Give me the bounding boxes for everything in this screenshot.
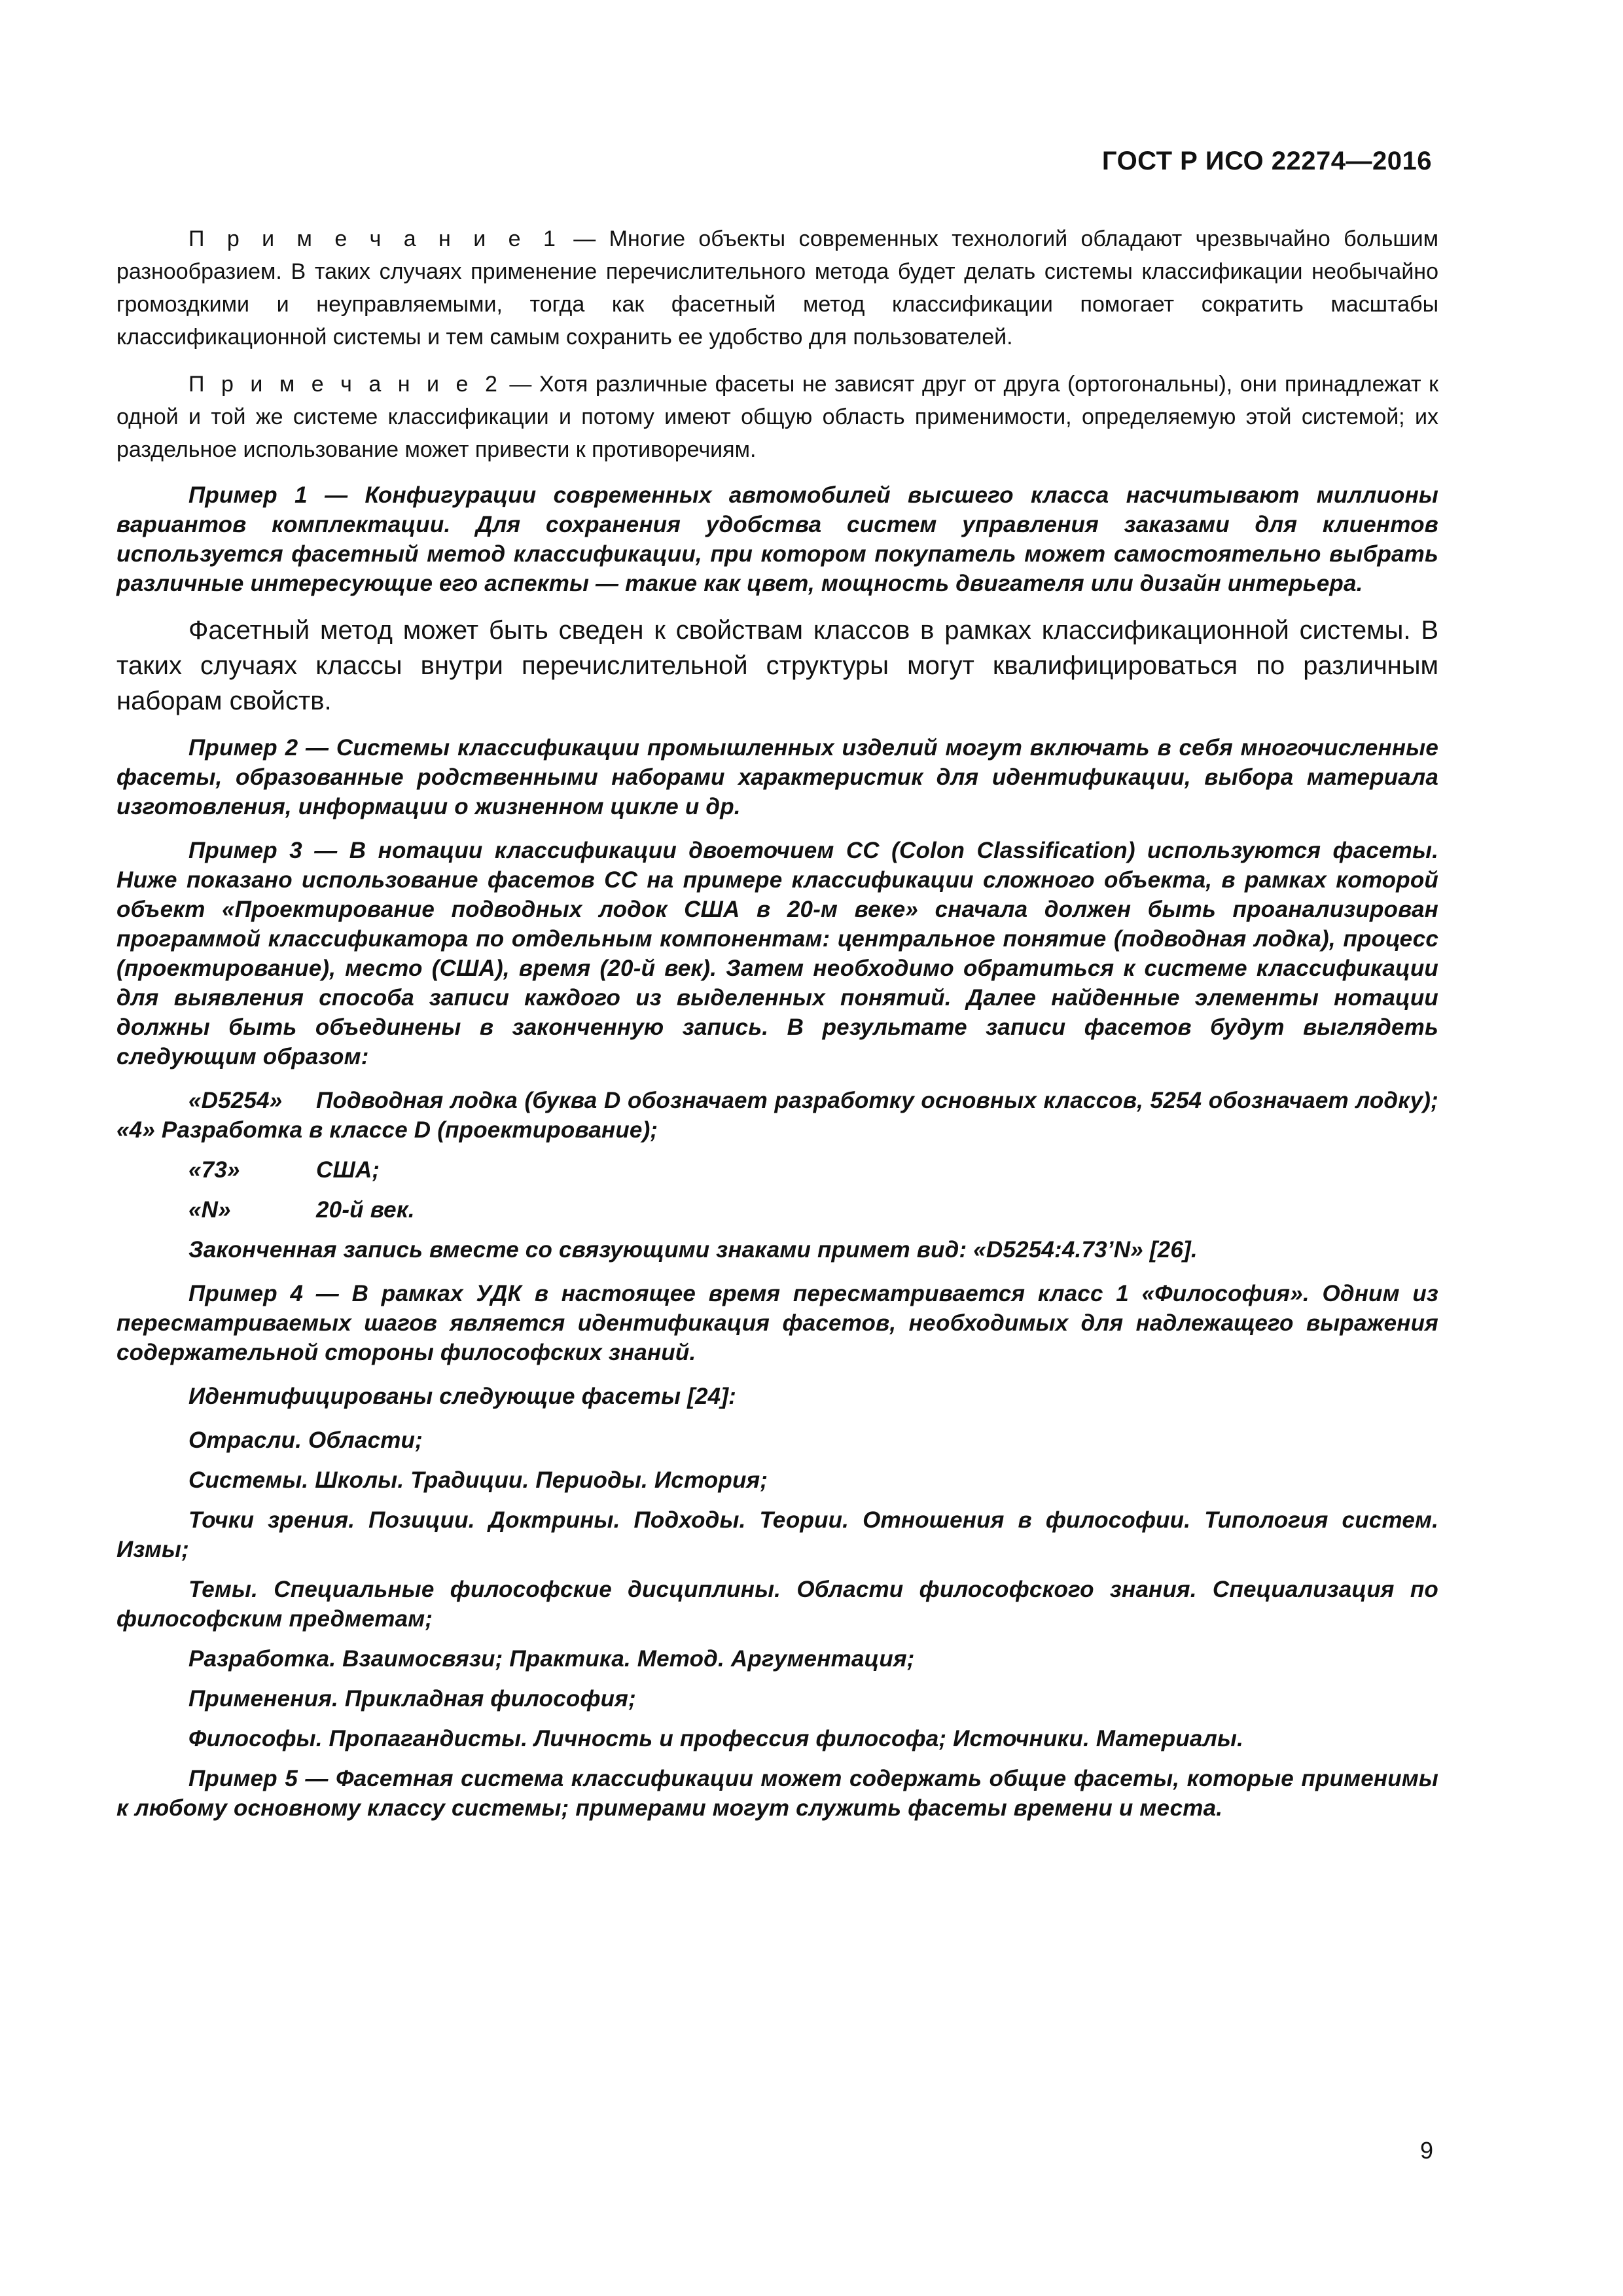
facets-intro: Идентифицированы следующие фасеты [24]:	[188, 1384, 737, 1409]
example-1: Пример 1 — Конфигурации современных автомобилей высшего класса насчитывают миллионы вариантов комплектации. Для сохранения удобства систем управления заказами для клиентов используется фасетный метод классификации, при котором покупатель может самостоятельно выбрать различные интересующие его аспекты — такие как цвет, мощность двигателя или дизайн интерьера.	[116, 482, 1438, 596]
note-label: П р и м е ч а н и е 1	[188, 226, 560, 251]
main-paragraph: Фасетный метод может быть сведен к свойствам классов в рамках классификационной системы. В таких случаях классы внутри перечислительной структуры могут квалифицироваться по различным наборам свойств.	[116, 616, 1438, 715]
notation-conclusion: Законченная запись вместе со связующими знаками примет вид: «D5254:4.73’N» [26].	[188, 1237, 1198, 1263]
notation-code: «N»	[188, 1197, 231, 1223]
document-body	[116, 223, 1438, 1837]
facet-item: Точки зрения. Позиции. Доктрины. Подходы. Теории. Отношения в философии. Типология систем. Измы;	[116, 1507, 1438, 1562]
example-2: Пример 2 — Системы классификации промышленных изделий могут включать в себя многочисленные фасеты, образованные родственными наборами характеристик для идентификации, выбора материала изготовления, информации о жизненном цикле и др.	[116, 735, 1438, 819]
facet-item: Системы. Школы. Традиции. Периоды. История;	[188, 1467, 768, 1493]
example-3: Пример 3 — В нотации классификации двоеточием СС (Colon Classification) используются фасеты. Ниже показано использование фасетов СС на примере классификации сложного объекта, в рамках которой объект «Проектирование подводных лодок США в 20-м веке» сначала должен быть проанализирован программой классификатора по отдельным компонентам: центральное понятие (подводная лодка), процесс (проектирование), место (США), время (20-й век). Затем необходимо обратиться к системе классификации для выявления способа записи каждого из выделенных понятий. Далее найденные элементы нотации должны быть объединены в законченную запись. В результате записи фасетов будут выглядеть следующим образом:	[116, 838, 1438, 1069]
notation-entry	[116, 1155, 1438, 1185]
example-5: Пример 5 — Фасетная система классификации может содержать общие фасеты, которые применимы к любому основному классу системы; примерами могут служить фасеты времени и места.	[116, 1766, 1438, 1821]
facet-item: Темы. Специальные философские дисциплины. Области философского знания. Специализация по философским предметам;	[116, 1577, 1438, 1632]
notation-code: «73»	[188, 1157, 240, 1183]
notation-desc: США;	[316, 1157, 380, 1183]
notation-entry	[116, 1195, 1438, 1225]
facet-item: Отрасли. Области;	[188, 1427, 423, 1453]
notation-desc: Подводная лодка (буква D обозначает разработку основных классов, 5254 обозначает лодку); «4» Разработка в классе D (проектирование);	[116, 1088, 1438, 1143]
note-text: — Хотя различные фасеты не зависят друг от друга (ортогональны), они принадлежат к одной и той же системе классификации и потому имеют общую область применимости, определяемую этой системой; их раздельное использование может привести к противоречиям.	[116, 372, 1439, 462]
page-number: 9	[1419, 2137, 1433, 2164]
note-label: П р и м е ч а н и е 2	[188, 372, 502, 397]
facet-item: Философы. Пропагандисты. Личность и профессия философа; Источники. Материалы.	[188, 1726, 1244, 1751]
document-header: ГОСТ Р ИСО 22274—2016	[1101, 147, 1432, 175]
note-text: — Многие объекты современных технологий обладают чрезвычайно большим разнообразием. В таких случаях применение перечислительного метода будет делать системы классификации необычайно громоздкими и неуправляемыми, тогда как фасетный метод классификации помогает сократить масштабы классификационной системы и тем самым сохранить ее удобство для пользователей.	[116, 226, 1439, 350]
facet-item: Разработка. Взаимосвязи; Практика. Метод. Аргументация;	[188, 1646, 915, 1672]
notation-list	[116, 1086, 1438, 1225]
note-2	[116, 368, 1438, 466]
notation-desc: 20-й век.	[316, 1197, 415, 1223]
facet-list	[116, 1426, 1438, 1753]
example-4: Пример 4 — В рамках УДК в настоящее время пересматривается класс 1 «Философия». Одним из пересматриваемых шагов является идентификация фасетов, необходимых для надлежащего выражения содержательной стороны философских знаний.	[116, 1281, 1438, 1365]
notation-code: «D5254»	[188, 1088, 283, 1113]
note-1	[116, 223, 1438, 353]
notation-entry	[116, 1086, 1438, 1145]
facet-item: Применения. Прикладная философия;	[188, 1686, 636, 1712]
